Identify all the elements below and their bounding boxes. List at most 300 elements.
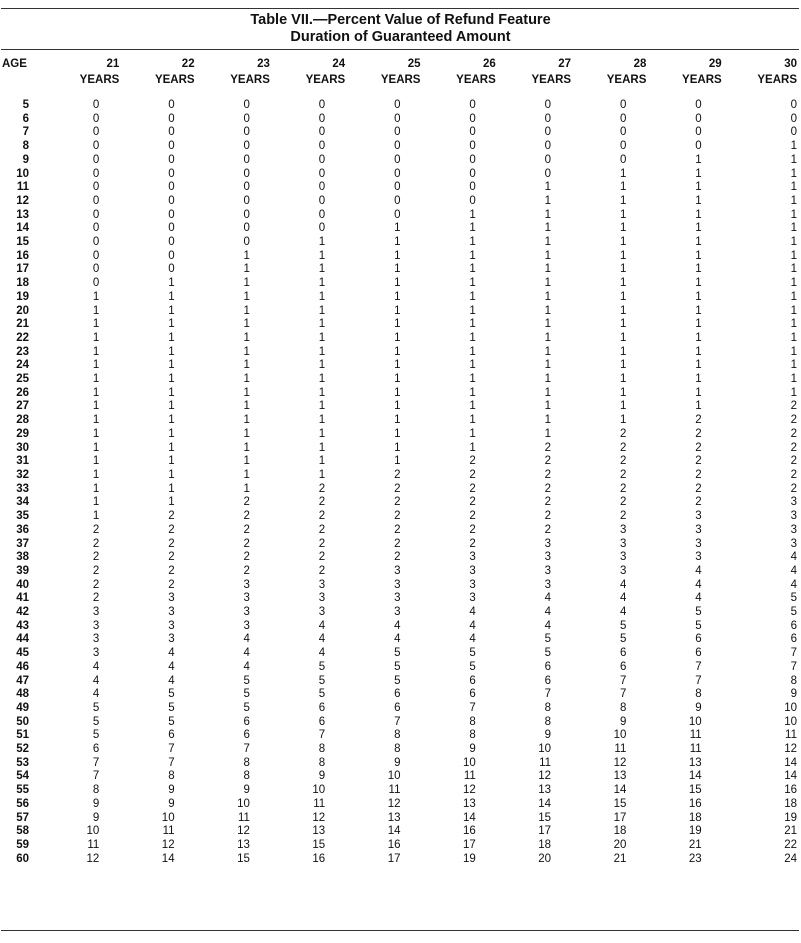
- value-cell: 0: [243, 194, 250, 207]
- value-cell: 1: [619, 345, 627, 358]
- value-cell: 1: [544, 208, 552, 221]
- value-cell: 6: [619, 660, 627, 673]
- value-cell: 1: [469, 318, 476, 331]
- value-cell: 0: [243, 140, 250, 153]
- value-cell: 0: [394, 153, 401, 166]
- value-cell: 3: [695, 537, 702, 550]
- value-cell: 5: [243, 674, 250, 687]
- value-cell: 1: [695, 318, 702, 331]
- value-cell: 1: [790, 222, 797, 235]
- value-cell: 0: [619, 153, 627, 166]
- age-cell: 34: [16, 496, 29, 509]
- age-cell: 51: [16, 729, 29, 742]
- value-cell: 1: [790, 140, 797, 153]
- value-cell: 1: [544, 345, 552, 358]
- value-cell: 1: [469, 359, 476, 372]
- age-cell: 28: [16, 414, 29, 427]
- value-cell: 3: [318, 578, 326, 591]
- value-cell: 9: [619, 715, 627, 728]
- year-number: 21: [106, 58, 120, 70]
- value-cell: 9: [168, 797, 175, 810]
- value-cell: 4: [790, 564, 797, 577]
- value-cell: 1: [544, 194, 552, 207]
- value-cell: 21: [688, 838, 702, 851]
- value-cell: 1: [469, 400, 476, 413]
- value-cell: 0: [168, 249, 175, 262]
- value-cell: 2: [394, 551, 401, 564]
- value-cell: 1: [394, 263, 401, 276]
- year-column-header: [648, 57, 723, 99]
- table-row: [1, 716, 799, 730]
- value-cell: 1: [318, 468, 326, 481]
- value-cell: 1: [619, 304, 627, 317]
- value-cell: 3: [790, 537, 797, 550]
- value-cell: 1: [92, 427, 100, 440]
- value-cell: 1: [695, 359, 702, 372]
- age-cell: 19: [16, 290, 29, 303]
- table-row: [1, 400, 799, 414]
- value-cell: 10: [462, 756, 476, 769]
- value-cell: 11: [313, 797, 326, 810]
- year-column-header: [347, 57, 422, 99]
- value-cell: 3: [318, 592, 326, 605]
- value-cell: 5: [790, 592, 797, 605]
- age-cell: 44: [16, 633, 29, 646]
- value-cell: 10: [387, 770, 401, 783]
- value-cell: 0: [394, 181, 401, 194]
- value-cell: 0: [318, 181, 326, 194]
- value-cell: 1: [790, 236, 797, 249]
- value-cell: 0: [394, 99, 401, 111]
- table-row: [1, 483, 799, 497]
- value-cell: 17: [538, 825, 552, 838]
- value-cell: 2: [394, 523, 401, 536]
- value-cell: 2: [318, 482, 326, 495]
- value-cell: 2: [469, 496, 476, 509]
- value-cell: 4: [695, 592, 702, 605]
- value-cell: 7: [790, 647, 797, 660]
- value-cell: 4: [394, 633, 401, 646]
- value-cell: 12: [237, 825, 250, 838]
- value-cell: 12: [784, 743, 797, 756]
- value-cell: 2: [695, 414, 702, 427]
- value-cell: 21: [784, 825, 797, 838]
- value-cell: 3: [394, 606, 401, 619]
- value-cell: 10: [237, 797, 250, 810]
- value-cell: 0: [168, 112, 175, 125]
- value-cell: 2: [790, 455, 797, 468]
- value-cell: 1: [243, 441, 250, 454]
- table-row: [1, 551, 799, 565]
- value-cell: 1: [544, 277, 552, 290]
- year-number: 29: [708, 58, 722, 70]
- value-cell: 1: [394, 373, 401, 386]
- age-cell: 42: [16, 606, 29, 619]
- value-cell: 4: [695, 578, 702, 591]
- value-cell: 1: [619, 414, 627, 427]
- value-cell: 5: [92, 729, 100, 742]
- value-cell: 2: [619, 455, 627, 468]
- age-cell: 33: [16, 482, 29, 495]
- value-cell: 2: [318, 496, 326, 509]
- value-cell: 3: [92, 647, 100, 660]
- value-cell: 6: [469, 674, 476, 687]
- value-cell: 1: [619, 359, 627, 372]
- value-cell: 15: [538, 811, 552, 824]
- value-cell: 1: [695, 181, 702, 194]
- value-cell: 1: [394, 277, 401, 290]
- age-cell: 12: [16, 194, 29, 207]
- year-number: 30: [784, 58, 797, 70]
- value-cell: 4: [168, 674, 175, 687]
- value-cell: 10: [538, 743, 552, 756]
- value-cell: 18: [784, 797, 797, 810]
- value-cell: 0: [394, 140, 401, 153]
- value-cell: 1: [695, 167, 702, 180]
- value-cell: 1: [92, 331, 100, 344]
- value-cell: 1: [469, 304, 476, 317]
- value-cell: 5: [318, 674, 326, 687]
- age-cell: 37: [16, 537, 29, 550]
- value-cell: 1: [318, 373, 326, 386]
- value-cell: 0: [92, 181, 100, 194]
- value-cell: 6: [544, 674, 552, 687]
- table-row: [1, 387, 799, 401]
- value-cell: 2: [243, 496, 250, 509]
- value-cell: 1: [243, 318, 250, 331]
- value-cell: 2: [469, 537, 476, 550]
- value-cell: 1: [469, 277, 476, 290]
- value-cell: 2: [790, 468, 797, 481]
- value-cell: 2: [790, 441, 797, 454]
- value-cell: 17: [387, 852, 401, 865]
- value-cell: 8: [243, 756, 250, 769]
- value-cell: 1: [394, 249, 401, 262]
- value-cell: 6: [243, 729, 250, 742]
- value-cell: 4: [619, 592, 627, 605]
- value-cell: 3: [469, 564, 476, 577]
- value-cell: 9: [318, 770, 326, 783]
- value-cell: 1: [318, 386, 326, 399]
- value-cell: 2: [469, 510, 476, 523]
- value-cell: 1: [790, 263, 797, 276]
- value-cell: 1: [243, 468, 250, 481]
- value-cell: 2: [318, 551, 326, 564]
- value-cell: 11: [237, 811, 250, 824]
- value-cell: 1: [243, 263, 250, 276]
- value-cell: 1: [619, 290, 627, 303]
- value-cell: 1: [469, 414, 476, 427]
- value-cell: 13: [237, 838, 250, 851]
- value-cell: 1: [394, 345, 401, 358]
- value-cell: 1: [695, 400, 702, 413]
- value-cell: 1: [318, 427, 326, 440]
- value-cell: 11: [388, 784, 401, 797]
- year-unit: YEARS: [456, 73, 496, 86]
- value-cell: 3: [469, 578, 476, 591]
- table-row: [1, 606, 799, 620]
- value-cell: 8: [394, 729, 401, 742]
- value-cell: 0: [243, 222, 250, 235]
- value-cell: 0: [469, 181, 476, 194]
- value-cell: 1: [243, 277, 250, 290]
- value-cell: 1: [243, 414, 250, 427]
- value-cell: 2: [243, 523, 250, 536]
- value-cell: 1: [619, 277, 627, 290]
- value-cell: 5: [544, 647, 552, 660]
- value-cell: 0: [92, 167, 100, 180]
- value-cell: 11: [87, 838, 100, 851]
- value-cell: 2: [243, 551, 250, 564]
- value-cell: 9: [790, 688, 797, 701]
- age-cell: 10: [16, 167, 29, 180]
- age-column-header: AGE: [2, 58, 27, 70]
- value-cell: 0: [619, 140, 627, 153]
- value-cell: 1: [619, 400, 627, 413]
- value-cell: 2: [394, 482, 401, 495]
- value-cell: 0: [92, 153, 100, 166]
- value-cell: 15: [613, 797, 627, 810]
- value-cell: 0: [318, 126, 326, 139]
- value-cell: 8: [790, 674, 797, 687]
- age-cell: 52: [16, 743, 29, 756]
- value-cell: 2: [619, 427, 627, 440]
- age-cell: 41: [16, 592, 29, 605]
- value-cell: 1: [394, 331, 401, 344]
- value-cell: 20: [613, 838, 627, 851]
- value-cell: 2: [544, 482, 552, 495]
- value-cell: 2: [394, 468, 401, 481]
- table-row: [1, 222, 799, 236]
- value-cell: 1: [318, 345, 326, 358]
- value-cell: 0: [168, 236, 175, 249]
- value-cell: 7: [92, 756, 100, 769]
- value-cell: 2: [92, 537, 100, 550]
- value-cell: 7: [544, 688, 552, 701]
- value-cell: 1: [92, 290, 100, 303]
- value-cell: 6: [544, 660, 552, 673]
- value-cell: 2: [394, 510, 401, 523]
- value-cell: 1: [619, 249, 627, 262]
- year-unit: YEARS: [531, 73, 572, 86]
- value-cell: 4: [394, 619, 401, 632]
- value-cell: 22: [784, 838, 797, 851]
- value-cell: 0: [695, 99, 702, 111]
- value-cell: 1: [695, 222, 702, 235]
- value-cell: 3: [469, 592, 476, 605]
- table-row: [1, 729, 799, 743]
- value-cell: 1: [790, 181, 797, 194]
- table-row: [1, 318, 799, 332]
- year-unit: YEARS: [230, 73, 270, 86]
- year-column-header: [573, 57, 648, 99]
- value-cell: 6: [790, 633, 797, 646]
- value-cell: 0: [92, 140, 100, 153]
- value-cell: 18: [613, 825, 627, 838]
- value-cell: 4: [544, 619, 552, 632]
- value-cell: 5: [469, 647, 476, 660]
- value-cell: 13: [312, 825, 326, 838]
- value-cell: 1: [243, 249, 250, 262]
- value-cell: 1: [318, 263, 326, 276]
- table-row: [1, 346, 799, 360]
- value-cell: 0: [469, 167, 476, 180]
- value-cell: 0: [243, 99, 250, 111]
- value-cell: 3: [168, 619, 175, 632]
- value-cell: 4: [318, 619, 326, 632]
- value-cell: 9: [92, 811, 100, 824]
- value-cell: 5: [619, 619, 627, 632]
- value-cell: 7: [318, 729, 326, 742]
- value-cell: 6: [619, 647, 627, 660]
- table-row: [1, 469, 799, 483]
- age-cell: 13: [16, 208, 29, 221]
- table-row: [1, 702, 799, 716]
- value-cell: 1: [92, 373, 100, 386]
- value-cell: 1: [394, 455, 401, 468]
- value-cell: 1: [790, 331, 797, 344]
- value-cell: 3: [790, 510, 797, 523]
- value-cell: 6: [469, 688, 476, 701]
- value-cell: 1: [318, 249, 326, 262]
- table-row: [1, 853, 799, 867]
- value-cell: 14: [613, 784, 627, 797]
- value-cell: 2: [469, 523, 476, 536]
- value-cell: 8: [394, 743, 401, 756]
- value-cell: 10: [688, 715, 702, 728]
- year-number: 24: [332, 58, 346, 70]
- table-row: [1, 579, 799, 593]
- value-cell: 7: [92, 770, 100, 783]
- table-row: [1, 414, 799, 428]
- value-cell: 1: [243, 400, 250, 413]
- value-cell: 3: [544, 551, 552, 564]
- value-cell: 10: [784, 715, 797, 728]
- table-row: [1, 442, 799, 456]
- value-cell: 0: [394, 194, 401, 207]
- value-cell: 7: [243, 743, 250, 756]
- value-cell: 1: [318, 359, 326, 372]
- value-cell: 0: [92, 99, 100, 111]
- value-cell: 1: [695, 208, 702, 221]
- age-cell: 24: [16, 359, 29, 372]
- value-cell: 4: [790, 578, 797, 591]
- value-cell: 1: [168, 304, 175, 317]
- value-cell: 16: [462, 825, 476, 838]
- value-cell: 4: [92, 660, 100, 673]
- value-cell: 1: [318, 414, 326, 427]
- value-cell: 1: [695, 236, 702, 249]
- value-cell: 0: [243, 208, 250, 221]
- value-cell: 1: [469, 331, 476, 344]
- value-cell: 3: [92, 619, 100, 632]
- table-row: [1, 661, 799, 675]
- value-cell: 13: [538, 784, 552, 797]
- value-cell: 13: [462, 797, 476, 810]
- value-cell: 2: [243, 537, 250, 550]
- value-cell: 2: [318, 510, 326, 523]
- value-cell: 1: [318, 304, 326, 317]
- value-cell: 6: [318, 715, 326, 728]
- value-cell: 1: [394, 427, 401, 440]
- table-row: [1, 510, 799, 524]
- value-cell: 2: [790, 482, 797, 495]
- age-cell: 7: [22, 126, 29, 139]
- value-cell: 1: [695, 277, 702, 290]
- value-cell: 5: [619, 633, 627, 646]
- value-cell: 0: [469, 153, 476, 166]
- value-cell: 1: [168, 345, 175, 358]
- value-cell: 1: [790, 304, 797, 317]
- value-cell: 2: [695, 427, 702, 440]
- value-cell: 0: [168, 140, 175, 153]
- value-cell: 0: [318, 112, 326, 125]
- table-row: [1, 784, 799, 798]
- year-number: 26: [482, 58, 496, 70]
- value-cell: 1: [619, 318, 627, 331]
- value-cell: 4: [544, 592, 552, 605]
- value-cell: 3: [243, 619, 250, 632]
- value-cell: 3: [695, 510, 702, 523]
- value-cell: 1: [544, 236, 552, 249]
- value-cell: 14: [688, 770, 702, 783]
- value-cell: 1: [790, 386, 797, 399]
- value-cell: 3: [243, 592, 250, 605]
- value-cell: 1: [544, 249, 552, 262]
- value-cell: 1: [469, 386, 476, 399]
- refund-value-table: [1, 57, 799, 866]
- value-cell: 0: [92, 112, 100, 125]
- value-cell: 15: [312, 838, 326, 851]
- table-row: [1, 770, 799, 784]
- value-cell: 1: [243, 482, 250, 495]
- value-cell: 11: [162, 825, 175, 838]
- value-cell: 1: [318, 236, 326, 249]
- value-cell: 1: [92, 482, 100, 495]
- value-cell: 3: [168, 633, 175, 646]
- value-cell: 5: [469, 660, 476, 673]
- value-cell: 4: [318, 633, 326, 646]
- value-cell: 0: [394, 208, 401, 221]
- table-row: [1, 140, 799, 154]
- value-cell: 0: [168, 126, 175, 139]
- value-cell: 4: [92, 674, 100, 687]
- value-cell: 2: [168, 551, 175, 564]
- value-cell: 1: [619, 373, 627, 386]
- value-cell: 6: [92, 743, 100, 756]
- value-cell: 3: [318, 606, 326, 619]
- value-cell: 0: [92, 263, 100, 276]
- value-cell: 12: [161, 838, 175, 851]
- age-cell: 15: [16, 236, 29, 249]
- value-cell: 1: [790, 208, 797, 221]
- value-cell: 2: [544, 496, 552, 509]
- value-cell: 1: [168, 455, 175, 468]
- value-cell: 1: [394, 386, 401, 399]
- value-cell: 14: [538, 797, 552, 810]
- value-cell: 9: [544, 729, 552, 742]
- table-row: [1, 236, 799, 250]
- age-cell: 32: [16, 468, 29, 481]
- value-cell: 15: [688, 784, 702, 797]
- value-cell: 4: [469, 606, 476, 619]
- value-cell: 0: [790, 126, 797, 139]
- value-cell: 1: [394, 236, 401, 249]
- value-cell: 2: [168, 510, 175, 523]
- value-cell: 1: [790, 290, 797, 303]
- age-cell: 60: [16, 852, 29, 865]
- table-row: [1, 181, 799, 195]
